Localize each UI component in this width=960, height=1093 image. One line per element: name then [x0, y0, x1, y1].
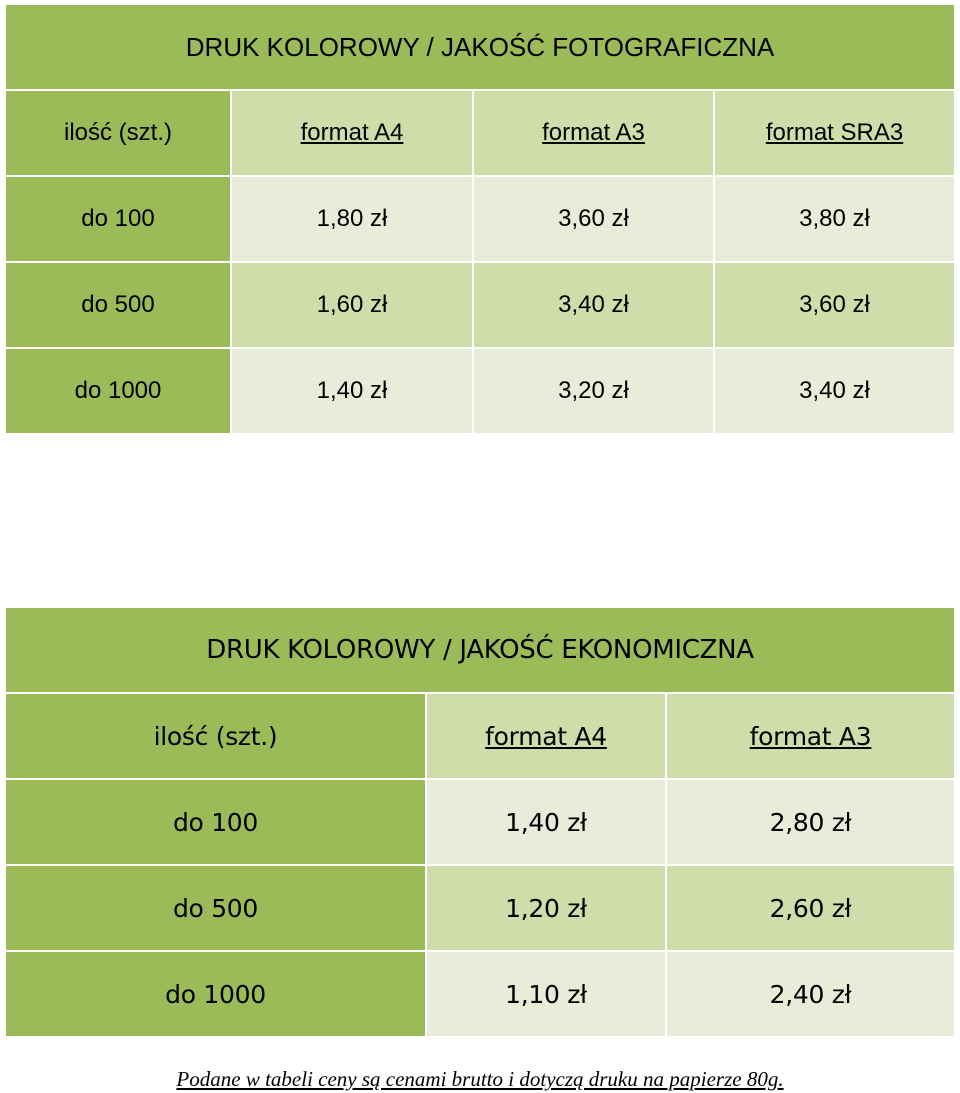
price-cell: 2,80 zł	[666, 779, 955, 865]
quantity-cell: do 100	[5, 779, 426, 865]
price-cell: 1,40 zł	[426, 779, 666, 865]
table-title-row	[5, 607, 955, 693]
format-sra3-header: format SRA3	[714, 90, 955, 176]
price-cell: 3,80 zł	[714, 176, 955, 262]
photo-table-title: DRUK KOLOROWY / JAKOŚĆ FOTOGRAFICZNA	[5, 4, 955, 90]
price-cell: 1,10 zł	[426, 951, 666, 1037]
format-a3-header: format A3	[666, 693, 955, 779]
price-cell: 1,20 zł	[426, 865, 666, 951]
quantity-cell: do 100	[5, 176, 231, 262]
price-cell: 1,40 zł	[231, 348, 473, 434]
table-title-row	[5, 4, 955, 90]
price-cell: 1,60 zł	[231, 262, 473, 348]
table-row	[5, 262, 955, 348]
price-cell: 2,60 zł	[666, 865, 955, 951]
economy-quality-price-table	[4, 606, 956, 1038]
price-cell: 3,60 zł	[473, 176, 714, 262]
quantity-header: ilość (szt.)	[5, 90, 231, 176]
price-cell: 3,40 zł	[473, 262, 714, 348]
price-cell: 2,40 zł	[666, 951, 955, 1037]
price-cell: 3,60 zł	[714, 262, 955, 348]
table-header-row	[5, 90, 955, 176]
economy-table-title: DRUK KOLOROWY / JAKOŚĆ EKONOMICZNA	[5, 607, 955, 693]
table-row	[5, 779, 955, 865]
quantity-cell: do 1000	[5, 348, 231, 434]
price-cell: 3,20 zł	[473, 348, 714, 434]
quantity-header: ilość (szt.)	[5, 693, 426, 779]
table-header-row	[5, 693, 955, 779]
price-footnote: Podane w tabeli ceny są cenami brutto i dotyczą druku na papierze 80g.	[176, 1067, 784, 1091]
quantity-cell: do 1000	[5, 951, 426, 1037]
table-row	[5, 348, 955, 434]
photo-quality-price-table	[4, 3, 956, 435]
table-row	[5, 865, 955, 951]
table-row	[5, 951, 955, 1037]
table-row	[5, 176, 955, 262]
quantity-cell: do 500	[5, 262, 231, 348]
price-cell: 3,40 zł	[714, 348, 955, 434]
format-a3-header: format A3	[473, 90, 714, 176]
format-a4-header: format A4	[426, 693, 666, 779]
price-cell: 1,80 zł	[231, 176, 473, 262]
quantity-cell: do 500	[5, 865, 426, 951]
format-a4-header: format A4	[231, 90, 473, 176]
